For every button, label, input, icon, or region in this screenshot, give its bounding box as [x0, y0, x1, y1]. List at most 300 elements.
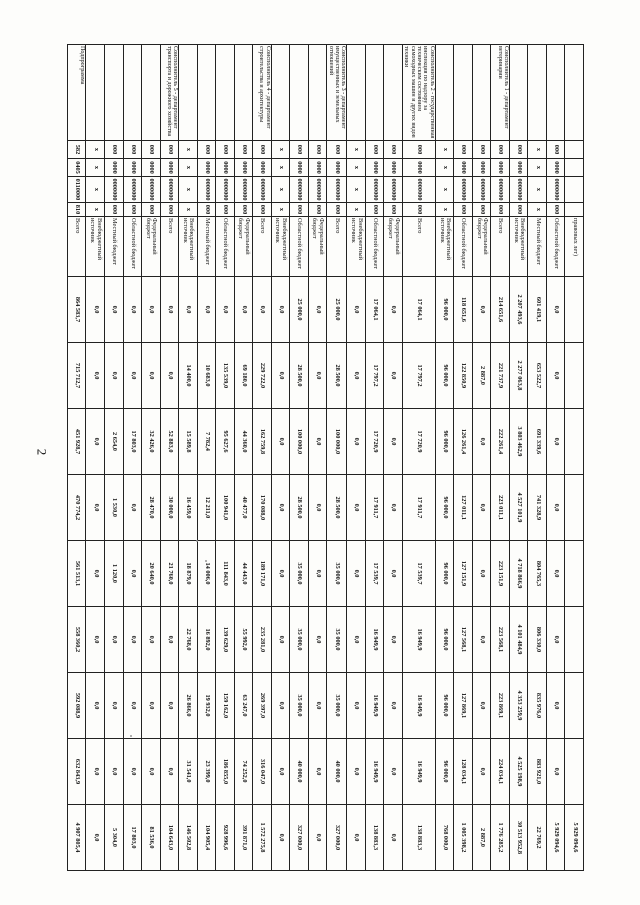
table-row [67, 45, 86, 871]
year-value-cell: 0,0 [105, 673, 124, 739]
year-value-cell: 883 921,0 [528, 739, 547, 805]
year-value-cell: 0,0 [308, 409, 327, 475]
code-cell: 0000000 [123, 177, 142, 203]
code-cell: 000 [216, 141, 235, 159]
year-value-cell: 135 539,0 [216, 343, 235, 409]
year-value-cell: 0,0 [86, 277, 105, 343]
code-cell: 0000000 [384, 177, 403, 203]
year-value-cell: 223 869,1 [491, 673, 510, 739]
year-value-cell: 35 000,0 [327, 673, 347, 739]
year-value-cell: 741 328,9 [528, 475, 547, 541]
year-value-cell: 0,0 [308, 673, 327, 739]
code-cell: 0000 [197, 159, 216, 177]
total-cell: 928 996,6 [216, 805, 235, 871]
code-cell: х [86, 141, 105, 159]
year-value-cell: 2 654,0 [105, 409, 124, 475]
year-value-cell: 601 419,1 [528, 277, 547, 343]
code-cell: 0000 [142, 159, 161, 177]
code-cell: х [179, 141, 198, 159]
year-value-cell: 20 640,0 [142, 541, 161, 607]
code-cell: 0000 [509, 159, 528, 177]
year-value-cell: 17 064,1 [365, 277, 384, 343]
year-value-cell: 16 892,0 [197, 607, 216, 673]
source-cell: Областной бюджет [365, 217, 384, 277]
code-cell [565, 141, 584, 159]
source-cell: Внебюджетный источник [509, 217, 528, 277]
code-cell: 0000000 [197, 177, 216, 203]
code-cell: х [528, 159, 547, 177]
code-cell: 0000 [402, 159, 435, 177]
total-cell: 327 000,0 [327, 805, 347, 871]
year-value-cell: 63 247,0 [234, 673, 253, 739]
executor-cell [216, 45, 235, 141]
year-value-cell: 0,0 [308, 475, 327, 541]
table-row [105, 45, 124, 871]
year-value-cell: 632 843,9 [67, 739, 86, 805]
code-cell: 000 [546, 203, 565, 217]
code-cell: 0000000 [105, 177, 124, 203]
year-value-cell: 0,0 [384, 409, 403, 475]
year-value-cell: 0,0 [347, 475, 366, 541]
source-cell: Всего [327, 217, 347, 277]
source-cell: Внебюджетный источник [347, 217, 366, 277]
code-cell: 0000000 [402, 177, 435, 203]
year-value-cell: 0,0 [253, 277, 272, 343]
executor-cell [565, 45, 584, 141]
year-value-cell: 0,0 [271, 607, 290, 673]
code-cell: 0000000 [546, 177, 565, 203]
year-value-cell: 0,0 [271, 739, 290, 805]
year-value-cell: 100 941,0 [216, 475, 235, 541]
code-cell: 0000000 [253, 177, 272, 203]
year-value-cell: 96 000,0 [435, 739, 454, 805]
year-value-cell: 18 879,0 [179, 541, 198, 607]
total-cell: 138 883,3 [365, 805, 384, 871]
year-value-cell: 0,0 [308, 541, 327, 607]
executor-cell [308, 45, 327, 141]
year-value-cell: 17 911,7 [365, 475, 384, 541]
total-cell: 22 769,2 [528, 805, 547, 871]
year-value-cell: 0,0 [472, 739, 491, 805]
scan-speck [196, 540, 198, 542]
table-row [197, 45, 216, 871]
executor-cell [384, 45, 403, 141]
year-value-cell: 0,0 [123, 541, 142, 607]
year-value-cell: 0,0 [160, 607, 179, 673]
year-value-cell: 804 765,3 [528, 541, 547, 607]
year-value-cell: 223 568,1 [491, 607, 510, 673]
year-value-cell: 35 000,0 [290, 673, 309, 739]
year-value-cell: 4 101 484,9 [509, 607, 528, 673]
year-value-cell: 0,0 [384, 277, 403, 343]
year-value-cell: 0,0 [123, 343, 142, 409]
year-value-cell: 14 400,0 [179, 343, 198, 409]
year-value-cell: 0,0 [197, 277, 216, 343]
year-value-cell: 0,0 [142, 673, 161, 739]
year-value-cell: 470 774,2 [67, 475, 86, 541]
total-cell: 327 000,0 [290, 805, 309, 871]
executor-cell [142, 45, 161, 141]
year-value-cell: 4 718 866,9 [509, 541, 528, 607]
executor-cell [435, 45, 454, 141]
budget-table [67, 44, 584, 871]
code-cell: 000 [472, 141, 491, 159]
year-value-cell: 23 399,0 [197, 739, 216, 805]
code-cell: 0000 [365, 159, 384, 177]
year-value-cell: 0,0 [347, 607, 366, 673]
year-value-cell: 35 000,0 [290, 541, 309, 607]
code-cell: х [86, 203, 105, 217]
code-cell: х [347, 141, 366, 159]
year-value-cell: 0,0 [160, 673, 179, 739]
code-cell: 000 [327, 203, 347, 217]
table-row [234, 45, 253, 871]
executor-cell [197, 45, 216, 141]
code-cell: 000 [454, 141, 473, 159]
year-value-cell: 229 722,0 [253, 343, 272, 409]
year-value-cell: 118 651,6 [454, 277, 473, 343]
year-value-cell: 10 683,0 [197, 343, 216, 409]
year-value-cell: 0,0 [86, 541, 105, 607]
year-value-cell: 55 992,0 [234, 607, 253, 673]
code-cell: 0000 [454, 159, 473, 177]
table-row [435, 45, 454, 871]
executor-cell [454, 45, 473, 141]
year-value-cell: 17 797,2 [402, 343, 435, 409]
year-value-cell: 561 513,1 [67, 541, 86, 607]
year-value-cell: 0,0 [123, 277, 142, 343]
table-row [271, 45, 290, 871]
year-value-cell: 0,0 [123, 739, 142, 805]
total-cell: 81 536,0 [142, 805, 161, 871]
year-value-cell: 16 949,9 [365, 739, 384, 805]
year-value-cell: 7 782,4 [197, 409, 216, 475]
code-cell: х [179, 177, 198, 203]
table-row [253, 45, 272, 871]
code-cell: 000 [216, 203, 235, 217]
year-value-cell: 0,0 [384, 475, 403, 541]
table-row [472, 45, 491, 871]
year-value-cell: 0,0 [86, 739, 105, 805]
code-cell: 000 [105, 203, 124, 217]
year-value-cell: 0,0 [472, 607, 491, 673]
code-cell: 0000000 [216, 177, 235, 203]
total-cell: 0,0 [271, 805, 290, 871]
code-cell: х [179, 159, 198, 177]
code-cell: 000 [253, 141, 272, 159]
year-value-cell: 558 360,2 [67, 607, 86, 673]
year-value-cell: 0,0 [347, 277, 366, 343]
source-cell: Местный бюджет [528, 217, 547, 277]
year-value-cell: 16 949,9 [402, 607, 435, 673]
year-value-cell: 0,0 [472, 475, 491, 541]
year-value-cell: 21 760,0 [160, 541, 179, 607]
code-cell: 000 [402, 203, 435, 217]
year-value-cell: 864 583,7 [67, 277, 86, 343]
code-cell: 810 [67, 203, 86, 217]
executor-cell: Подпрограмма [67, 45, 86, 141]
year-value-cell: 35 000,0 [327, 607, 347, 673]
year-value-cell: 0,0 [308, 277, 327, 343]
year-value-cell: 0,0 [271, 541, 290, 607]
year-value-cell: 0,0 [308, 343, 327, 409]
code-cell: 0000 [234, 159, 253, 177]
year-value-cell: 4 527 101,9 [509, 475, 528, 541]
total-cell: 1 776 285,2 [491, 805, 510, 871]
year-value-cell: 0,0 [546, 343, 565, 409]
total-cell: 391 871,0 [234, 805, 253, 871]
total-cell: 104 905,4 [197, 805, 216, 871]
year-value-cell: 835 976,0 [528, 673, 547, 739]
source-cell: Областной бюджет [454, 217, 473, 277]
year-value-cell: 0,0 [546, 277, 565, 343]
year-value-cell [565, 343, 584, 409]
total-cell: 5 929 094,6 [546, 805, 565, 871]
code-cell: 000 [123, 141, 142, 159]
table-row [384, 45, 403, 871]
source-cell: правовых лет) [565, 217, 584, 277]
code-cell: 0000000 [160, 177, 179, 203]
year-value-cell: 0,0 [142, 607, 161, 673]
code-cell: х [435, 203, 454, 217]
year-value-cell: 127 011,1 [454, 475, 473, 541]
code-cell: 0110000 [67, 177, 86, 203]
year-value-cell: 0,0 [546, 607, 565, 673]
executor-cell [86, 45, 105, 141]
code-cell: 000 [365, 203, 384, 217]
year-value-cell: 16 949,9 [365, 673, 384, 739]
year-value-cell: 74 252,0 [234, 739, 253, 805]
code-cell: 0000 [216, 159, 235, 177]
table-row [308, 45, 327, 871]
code-cell: 0000 [472, 159, 491, 177]
year-value-cell: 126 261,4 [454, 409, 473, 475]
total-cell: 0,0 [384, 805, 403, 871]
year-value-cell: 224 034,1 [491, 739, 510, 805]
year-value-cell: 2 887,0 [472, 343, 491, 409]
code-cell: 0000000 [509, 177, 528, 203]
source-cell: Внебюджетный источник [271, 217, 290, 277]
code-cell: х [528, 177, 547, 203]
year-value-cell [565, 475, 584, 541]
year-value-cell: 0,0 [546, 541, 565, 607]
code-cell: х [271, 141, 290, 159]
source-cell: Внебюджетный источник [435, 217, 454, 277]
year-value-cell: 0,0 [546, 673, 565, 739]
table-frame [74, 44, 584, 864]
code-cell: 0000000 [290, 177, 309, 203]
year-value-cell: 96 000,0 [435, 277, 454, 343]
year-value-cell: 0,0 [234, 277, 253, 343]
year-value-cell: 0,0 [105, 277, 124, 343]
year-value-cell: 28 500,0 [327, 343, 347, 409]
year-value-cell: 0,0 [347, 409, 366, 475]
year-value-cell: 28 470,0 [142, 475, 161, 541]
source-cell: Местный бюджет [197, 217, 216, 277]
code-cell: 000 [123, 203, 142, 217]
year-value-cell: 128 034,1 [454, 739, 473, 805]
table-row [179, 45, 198, 871]
year-value-cell: 221 737,9 [491, 343, 510, 409]
year-value-cell: 44 443,0 [234, 541, 253, 607]
code-cell: 0000000 [327, 177, 347, 203]
executor-cell [179, 45, 198, 141]
year-value-cell: 96 000,0 [435, 343, 454, 409]
code-cell [565, 177, 584, 203]
code-cell: х [347, 203, 366, 217]
year-value-cell: 0,0 [384, 607, 403, 673]
year-value-cell: 4 525 198,9 [509, 739, 528, 805]
year-value-cell: 0,0 [546, 739, 565, 805]
table-body [67, 45, 583, 871]
code-cell: 000 [308, 203, 327, 217]
year-value-cell: 653 522,7 [528, 343, 547, 409]
year-value-cell: 111 843,0 [216, 541, 235, 607]
year-value-cell: 96 000,0 [435, 607, 454, 673]
year-value-cell [565, 607, 584, 673]
year-value-cell: 28 500,0 [290, 475, 309, 541]
year-value-cell: 0,0 [308, 739, 327, 805]
year-value-cell: 235 281,0 [253, 607, 272, 673]
year-value-cell: 35 000,0 [290, 607, 309, 673]
total-cell: 2 887,0 [472, 805, 491, 871]
year-value-cell: 28 500,0 [290, 343, 309, 409]
total-cell: 30 513 952,8 [509, 805, 528, 871]
source-cell: Всего [402, 217, 435, 277]
year-value-cell: 214 651,6 [491, 277, 510, 343]
year-value-cell [565, 409, 584, 475]
code-cell: 000 [142, 141, 161, 159]
table-row [86, 45, 105, 871]
year-value-cell: 0,0 [472, 277, 491, 343]
year-value-cell: 69 180,0 [234, 343, 253, 409]
year-value-cell: 4 353 259,9 [509, 673, 528, 739]
code-cell: х [271, 159, 290, 177]
code-cell: х [86, 159, 105, 177]
year-value-cell: 25 000,0 [327, 277, 347, 343]
executor-cell [271, 45, 290, 141]
code-cell: 582 [67, 141, 86, 159]
year-value-cell: 17 064,1 [402, 277, 435, 343]
year-value-cell [565, 277, 584, 343]
code-cell: х [86, 177, 105, 203]
code-cell: 000 [491, 141, 510, 159]
year-value-cell: 95 627,6 [216, 409, 235, 475]
code-cell: 000 [160, 203, 179, 217]
year-value-cell: 0,0 [384, 673, 403, 739]
code-cell: 0000000 [454, 177, 473, 203]
executor-cell [290, 45, 309, 141]
year-value-cell: 0,0 [160, 277, 179, 343]
year-value-cell: 139 629,0 [216, 607, 235, 673]
year-value-cell: 159 162,0 [216, 673, 235, 739]
year-value-cell: 22 768,0 [179, 607, 198, 673]
year-value-cell: 16 949,9 [402, 673, 435, 739]
year-value-cell: 0,0 [123, 673, 142, 739]
code-cell: 0000000 [491, 177, 510, 203]
table-row [123, 45, 142, 871]
code-cell: 0000000 [308, 177, 327, 203]
code-cell: 000 [402, 141, 435, 159]
executor-cell: Соисполнитель 1 - департамент ветеринарии [491, 45, 510, 141]
code-cell: 000 [105, 141, 124, 159]
table-row [160, 45, 179, 871]
year-value-cell: 2 277 063,8 [509, 343, 528, 409]
year-value-cell: 0,0 [384, 541, 403, 607]
code-cell: х [271, 203, 290, 217]
year-value-cell: 35 000,0 [327, 541, 347, 607]
year-value-cell: 40 477,0 [234, 475, 253, 541]
code-cell: 0000 [123, 159, 142, 177]
executor-cell [365, 45, 384, 141]
total-cell: 0,0 [347, 805, 366, 871]
year-value-cell: 16 459,0 [179, 475, 198, 541]
executor-cell [528, 45, 547, 141]
code-cell: х [179, 203, 198, 217]
code-cell: 000 [142, 203, 161, 217]
table-row [528, 45, 547, 871]
code-cell: 0000000 [365, 177, 384, 203]
code-cell: 0000 [290, 159, 309, 177]
year-value-cell: 0,0 [123, 475, 142, 541]
year-value-cell: 14 006,0 [197, 541, 216, 607]
year-value-cell: 0,0 [160, 343, 179, 409]
source-cell: Всего [253, 217, 272, 277]
source-cell: Областной бюджет [123, 217, 142, 277]
table-row [402, 45, 435, 871]
year-value-cell: 32 426,0 [142, 409, 161, 475]
year-value-cell [565, 739, 584, 805]
code-cell: 000 [290, 203, 309, 217]
source-cell: Федеральный бюджет [472, 217, 491, 277]
executor-cell: Соисполнитель 5 - департамент транспорта и дорожного хозяйства [160, 45, 179, 141]
year-value-cell: 0,0 [308, 607, 327, 673]
year-value-cell: 40 000,0 [327, 739, 347, 805]
year-value-cell [565, 541, 584, 607]
table-row [365, 45, 384, 871]
year-value-cell: 17 803,0 [123, 409, 142, 475]
source-cell: Всего [491, 217, 510, 277]
source-cell: Местный бюджет [105, 217, 124, 277]
code-cell: х [528, 203, 547, 217]
year-value-cell: 0,0 [142, 277, 161, 343]
year-value-cell: 451 928,7 [67, 409, 86, 475]
executor-cell [123, 45, 142, 141]
year-value-cell: 0,0 [142, 343, 161, 409]
total-cell: 4 907 805,4 [67, 805, 86, 871]
code-cell: х [435, 141, 454, 159]
executor-cell [546, 45, 565, 141]
table-row [142, 45, 161, 871]
year-value-cell: 0,0 [384, 343, 403, 409]
source-cell: Областной бюджет [290, 217, 309, 277]
executor-cell [472, 45, 491, 141]
year-value-cell: 0,0 [86, 607, 105, 673]
year-value-cell: 19 932,0 [197, 673, 216, 739]
table-row [454, 45, 473, 871]
code-cell: 000 [234, 141, 253, 159]
year-value-cell: 0,0 [347, 541, 366, 607]
code-cell: 000 [384, 203, 403, 217]
executor-cell: Соисполнитель 2 - государственная инспекция по надзору за техническим состоянием самоходных машин и других видов техники [402, 45, 435, 141]
year-value-cell: 0,0 [86, 475, 105, 541]
code-cell: х [271, 177, 290, 203]
code-cell: 0000 [105, 159, 124, 177]
year-value-cell: 3 803 462,9 [509, 409, 528, 475]
year-value-cell: 127 568,1 [454, 607, 473, 673]
source-cell: Федеральный бюджет [384, 217, 403, 277]
year-value-cell: 0,0 [179, 277, 198, 343]
